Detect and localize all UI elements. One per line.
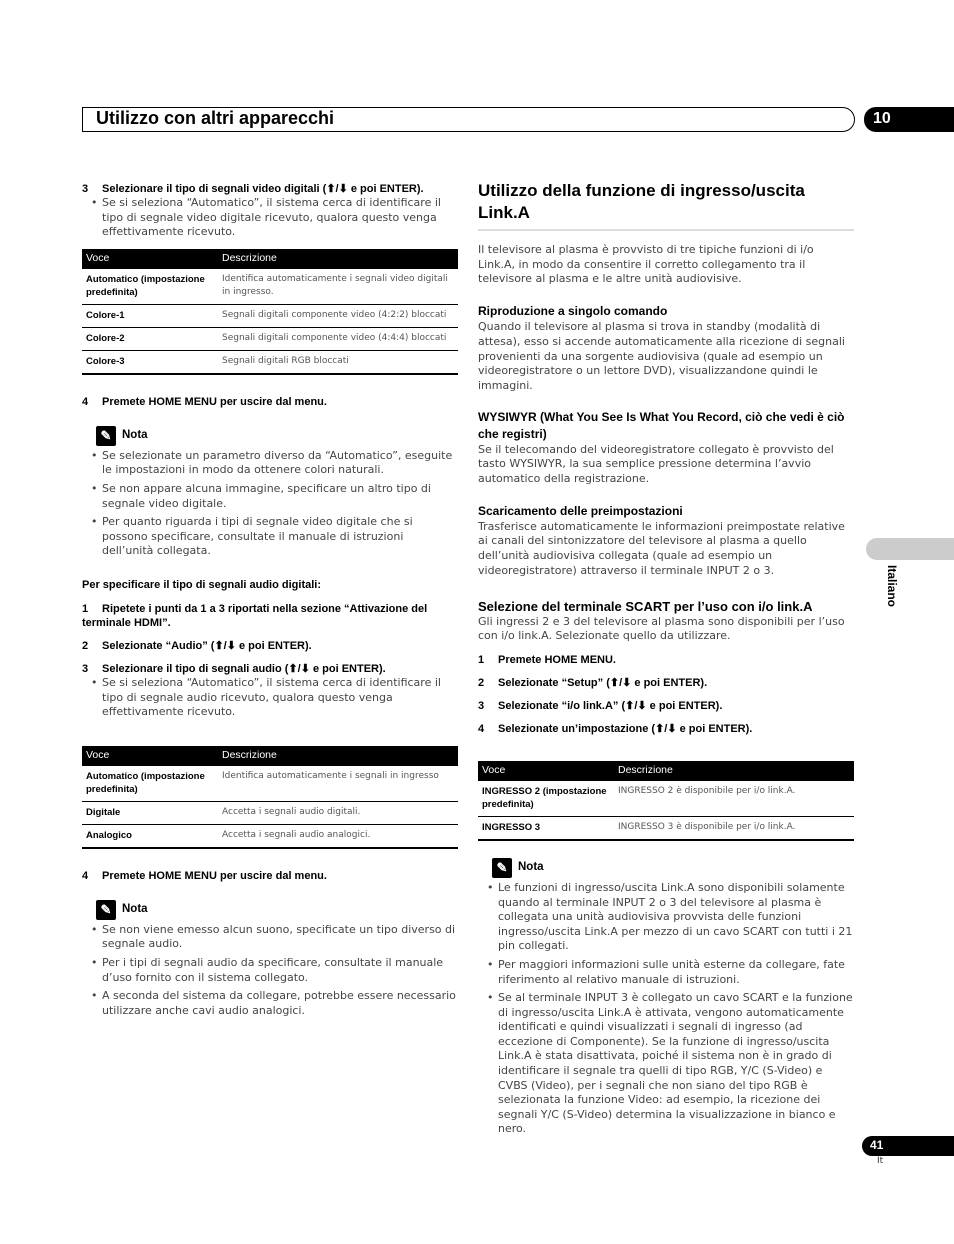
table-cell: INGRESSO 3 bbox=[478, 816, 614, 840]
audio-signal-table bbox=[82, 746, 458, 849]
table-row bbox=[82, 746, 458, 766]
table-cell: Accetta i segnali audio analogici. bbox=[218, 824, 458, 848]
table-cell: Segnali digitali componente video (4:2:2) bloccati bbox=[218, 304, 458, 327]
nota-bullet: • Per maggiori informazioni sulle unità esterne da collegare, fate riferimento al relativo manuale di istruzioni. bbox=[478, 958, 854, 987]
link-step-1: 1 Premete HOME MENU. bbox=[478, 653, 616, 666]
table-row bbox=[82, 350, 458, 374]
audio-step-1: 1 Ripetete i punti da 1 a 3 riportati nella sezione “Attivazione del terminale HDMI”. bbox=[82, 602, 428, 629]
note-pencil-icon: ✎ bbox=[492, 858, 512, 878]
table-header-cell: Voce bbox=[82, 249, 218, 269]
right-column bbox=[478, 180, 854, 1137]
table-cell: Identifica automaticamente i segnali in ingresso bbox=[218, 766, 458, 802]
step-3-video: 3 Selezionare il tipo di segnali video digitali (⬆/⬇ e poi ENTER). bbox=[82, 183, 424, 195]
subsection-heading: Riproduzione a singolo comando bbox=[478, 304, 668, 319]
page-number: 41 bbox=[862, 1136, 954, 1156]
link-step-2: 2 Selezionate “Setup” (⬆/⬇ e poi ENTER). bbox=[478, 676, 708, 689]
table-row bbox=[478, 781, 854, 817]
table-cell: Accetta i segnali audio digitali. bbox=[218, 801, 458, 824]
table-header-cell: Descrizione bbox=[218, 249, 458, 269]
table-header-cell: Voce bbox=[478, 761, 614, 781]
table-cell: Colore-2 bbox=[82, 327, 218, 350]
link-step-4: 4 Selezionate un’impostazione (⬆/⬇ e poi ENTER). bbox=[478, 722, 753, 735]
table-row bbox=[82, 327, 458, 350]
nota-bullet: • Per quanto riguarda i tipi di segnale video digitale che si possono specificare, consultate il manuale di istruzioni dell’unità collegata. bbox=[82, 515, 458, 559]
step-4-exit-audio: 4 Premete HOME MENU per uscire dal menu. bbox=[82, 869, 327, 882]
audio-step-2: 2 Selezionate “Audio” (⬆/⬇ e poi ENTER). bbox=[82, 639, 312, 652]
subsection-heading: WYSIWYR (What You See Is What You Record, ciò che vedi è ciò che registri) bbox=[478, 409, 845, 441]
nota-bullet: • Le funzioni di ingresso/uscita Link.A sono disponibili solamente quando al terminale INPUT 2 o 3 del televisore al plasma è collegata una unità audiovisiva provvista delle funzioni ingresso/uscita Link.A per mezzo di un cavo SCART con tutti i 21 pin collegati. bbox=[478, 881, 854, 954]
subsection-text: Gli ingressi 2 e 3 del televisore al plasma sono disponibili per l’uso con i/o link.A. Selezionate quello da utilizzare. bbox=[478, 614, 845, 643]
nota-header: ✎ Nota bbox=[82, 899, 458, 921]
table-cell: Digitale bbox=[82, 801, 218, 824]
nota-bullet: • Se non viene emesso alcun suono, specificate un tipo diverso di segnale audio. bbox=[82, 923, 458, 952]
subsection-heading: Scaricamento delle preimpostazioni bbox=[478, 503, 683, 518]
language-tab bbox=[866, 538, 954, 560]
table-cell: Colore-3 bbox=[82, 350, 218, 374]
table-row bbox=[82, 304, 458, 327]
bullet-auto-audio: • Se si seleziona “Automatico”, il sistema cerca di identificare il tipo di segnale audio ricevuto, qualora questo venga effettivamente ricevuto. bbox=[82, 676, 458, 720]
table-cell: INGRESSO 2 è disponibile per i/o link.A. bbox=[614, 781, 854, 817]
language-label: Italiano bbox=[885, 565, 899, 608]
table-cell: Colore-1 bbox=[82, 304, 218, 327]
table-row bbox=[478, 761, 854, 781]
video-signal-table bbox=[82, 249, 458, 375]
bullet-auto-video: • Se si seleziona “Automatico”, il sistema cerca di identificare il tipo di segnale video digitale ricevuto, qualora questo venga effettivamente ricevuto. bbox=[82, 196, 458, 240]
subsection-text: Quando il televisore al plasma si trova in standby (modalità di attesa), esso si accende automaticamente alla ricezione di segnali provenienti da una sorgente audiovisiva (quale ad esempio un videoregistratore o un lettore DVD), visualizzandone quindi le immagini. bbox=[478, 320, 845, 392]
table-row bbox=[82, 249, 458, 269]
nota-bullet: • Per i tipi di segnali audio da specificare, consultate il manuale d’uso fornito con il sistema collegato. bbox=[82, 956, 458, 985]
nota-header: ✎ Nota bbox=[478, 857, 854, 879]
nota-bullet: • Se non appare alcuna immagine, specificare un altro tipo di segnale video digitale. bbox=[82, 482, 458, 511]
chapter-number: 10 bbox=[864, 107, 954, 132]
note-pencil-icon: ✎ bbox=[96, 900, 116, 920]
table-row bbox=[82, 801, 458, 824]
table-row bbox=[82, 824, 458, 848]
intro-text: Il televisore al plasma è provvisto di tre tipiche funzioni di i/o Link.A, in modo da consentire il corretto collegamento tra il televisore al plasma e le altre unità audiovisive. bbox=[478, 243, 814, 286]
table-cell: INGRESSO 2 (impostazione predefinita) bbox=[478, 781, 614, 817]
note-pencil-icon: ✎ bbox=[96, 426, 116, 446]
table-header-cell: Voce bbox=[82, 746, 218, 766]
table-cell: Automatico (impostazione predefinita) bbox=[82, 269, 218, 305]
table-cell: Automatico (impostazione predefinita) bbox=[82, 766, 218, 802]
table-cell: INGRESSO 3 è disponibile per i/o link.A. bbox=[614, 816, 854, 840]
subsection-heading: Selezione del terminale SCART per l’uso con i/o link.A bbox=[478, 598, 813, 614]
section-title: Utilizzo della funzione di ingresso/uscita Link.A bbox=[478, 180, 854, 231]
step-4-exit: 4 Premete HOME MENU per uscire dal menu. bbox=[82, 395, 327, 408]
subsection-text: Se il telecomando del videoregistratore collegato è provvisto del tasto WYSIWYR, la sua semplice pressione determina l’avvio automatico della registrazione. bbox=[478, 442, 834, 486]
table-cell: Analogico bbox=[82, 824, 218, 848]
audio-step-3: 3 Selezionare il tipo di segnali audio (⬆/⬇ e poi ENTER). bbox=[82, 662, 386, 675]
audio-heading: Per specificare il tipo di segnali audio digitali: bbox=[82, 578, 321, 591]
table-cell: Segnali digitali componente video (4:4:4) bloccati bbox=[218, 327, 458, 350]
table-header-cell: Descrizione bbox=[614, 761, 854, 781]
nota-header: ✎ Nota bbox=[82, 425, 458, 447]
chapter-title: Utilizzo con altri apparecchi bbox=[96, 108, 335, 128]
left-column bbox=[82, 182, 458, 1018]
table-header-cell: Descrizione bbox=[218, 746, 458, 766]
table-row bbox=[82, 766, 458, 802]
link-input-table bbox=[478, 761, 854, 841]
link-step-3: 3 Selezionate “i/o link.A” (⬆/⬇ e poi ENTER). bbox=[478, 699, 723, 712]
table-row bbox=[82, 269, 458, 305]
table-row bbox=[478, 816, 854, 840]
page-language-code: It bbox=[877, 1156, 884, 1166]
nota-bullet: • Se al terminale INPUT 3 è collegato un cavo SCART e la funzione di ingresso/uscita Link.A è attivata, vengono automaticamente identificati e quindi visualizzati i segnali di ingresso (ad eccezione di Componente). Se la funzione di ingresso/uscita Link.A è stata disattivata, poiché il sistema non è in grado di identificare il segnale tra quelli di tipo RGB, Y/C (S-Video) e CVBS (Video), per i segnali che non siano del tipo RGB è selezionata la funzione Video: ad esempio, la ricezione dei segnali Y/C (S-Video) determina la visualizzazione in bianco e nero. bbox=[478, 991, 854, 1137]
table-cell: Segnali digitali RGB bloccati bbox=[218, 350, 458, 374]
table-cell: Identifica automaticamente i segnali video digitali in ingresso. bbox=[218, 269, 458, 305]
nota-bullet: • A seconda del sistema da collegare, potrebbe essere necessario utilizzare anche cavi audio analogici. bbox=[82, 989, 458, 1018]
subsection-text: Trasferisce automaticamente le informazioni preimpostate relative ai canali del sintonizzatore del televisore al plasma a quello dell’unità audiovisiva collegata (quale ad esempio un videoregistratore) attraverso il terminale INPUT 2 o 3. bbox=[478, 519, 845, 577]
nota-bullet: • Se selezionate un parametro diverso da “Automatico”, eseguite le impostazioni in modo da ottenere colori naturali. bbox=[82, 449, 458, 478]
